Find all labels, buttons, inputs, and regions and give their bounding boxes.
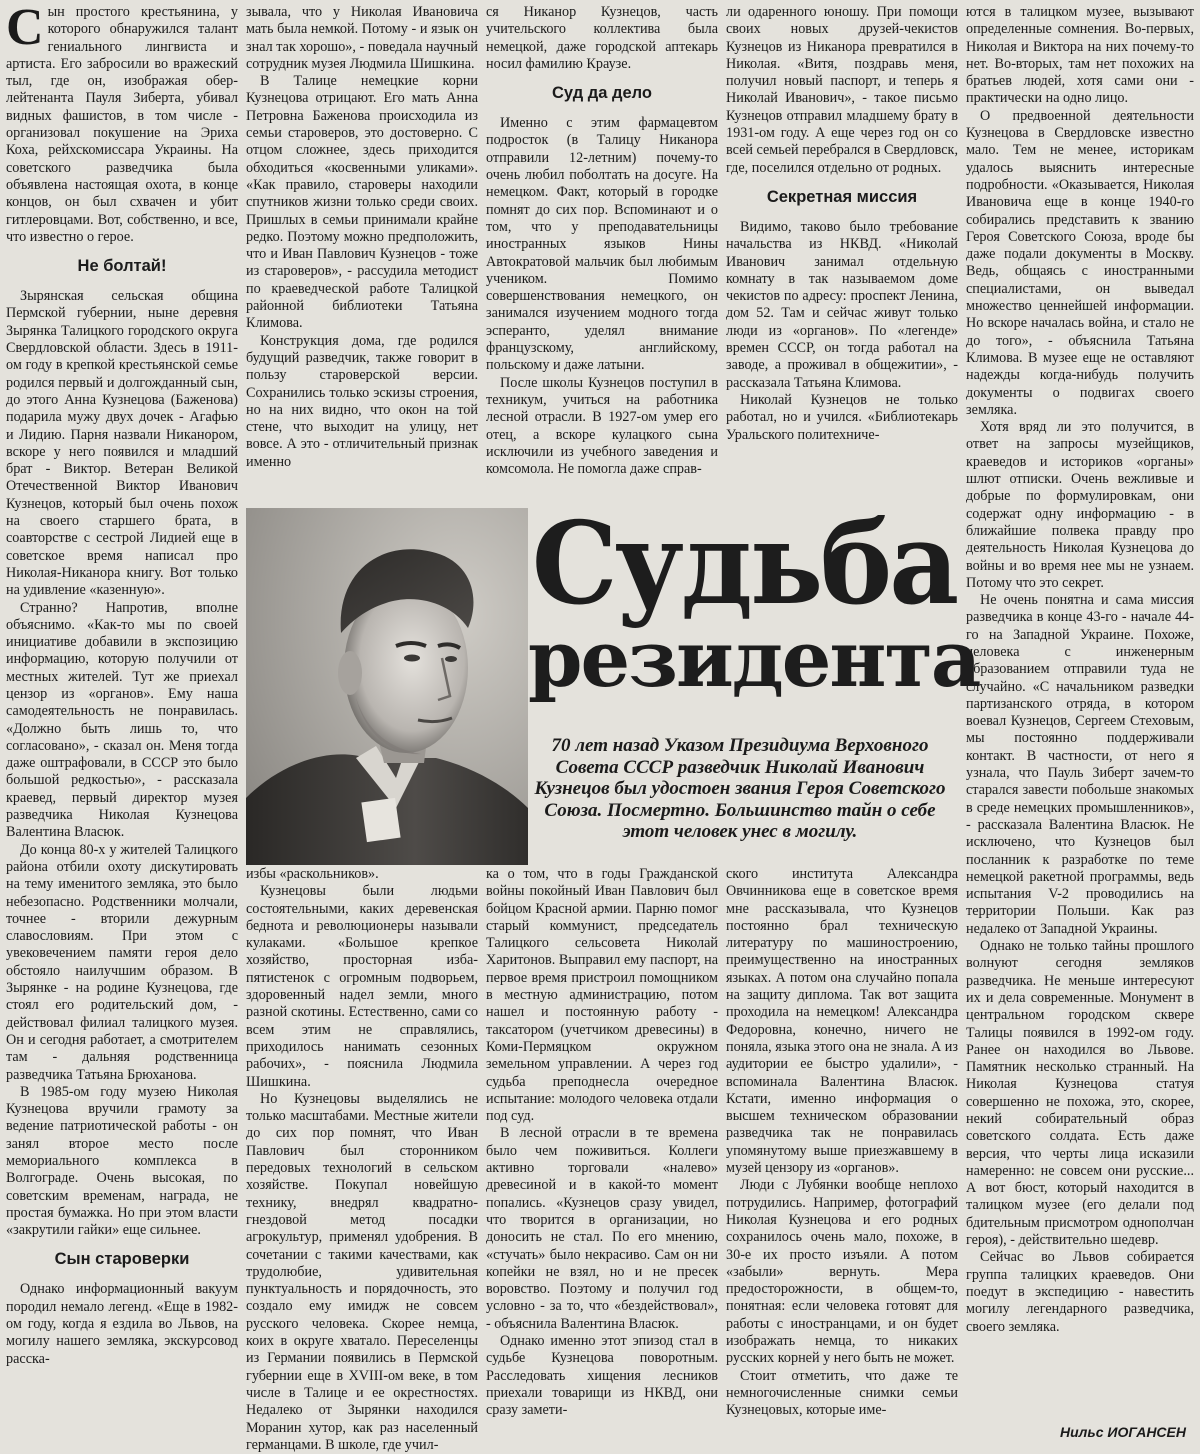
portrait-photo <box>246 508 528 865</box>
paragraph: В Талице немецкие корни Кузнецова отрицают. Его мать Анна Петровна Баженова происходила из семьи староверов, это достоверно. С отцом сложнее, здесь приходится обходиться «косвенными уликами». «Как правило, староверы находили спутников жизни только среди своих. Пришлых в семьи принимали крайне редко. Поэтому можно предположить, что и Иван Павлович Кузнецов - тоже из староверов», - рассудила методист по краеведческой работе Талицкой районной библиотеки Татьяна Климова. <box>246 73 478 332</box>
paragraph: О предвоенной деятельности Кузнецова в Свердловске известно мало. Тем не менее, историкам удалось выяснить интересные подробности. «Оказывается, Николая Ивановича еще в конце 1940-го собирались представить к званию Героя Советского Союза, вроде бы даже подали документы в Москву. Ведь, общаясь с иностранными специалистами, он выведал множество ценнейшей информации. Но вскоре началась война, и стало не до того», - объяснила Татьяна Климова. В музее еще не оставляют надежды когда-нибудь получить документы о подвигах своего земляка. <box>966 107 1194 418</box>
paragraph: Именно с этим фармацевтом подросток (в Талицу Никанора отправили 12-летним) почему-то очень любил поболтать на досуге. На немецком. Факт, который в городке помнят до сих пор. Вспоминают и о том, что у преподавательницы иностранных языков Нины Автократовой мальчик был любимым учеником. Помимо совершенствования немецкого, он занимался изучением модного тогда эсперанто, уделял внимание французскому, английскому, польскому и даже латыни. <box>486 115 718 374</box>
paragraph: избы «раскольников». <box>246 866 379 882</box>
drop-cap: С <box>6 0 44 56</box>
paragraph: Однако не только тайны прошлого волнуют сегодня земляков разведчика. Не меньше интересуют их и дела современные. Монумент в центральном городском сквере Талицы появился в 1992-ом году. Ранее он находился во Львове. Памятник несколько странный. На Николая Кузнецова статуя совершенно не похожа, это, скорее, некий собирательный образ советского солдата. Есть даже версия, что черты лица исказили намеренно: не совсем они русские... А вот бюст, который находится в талицком музее (его делали под бдительным присмотром однополчан героя), - действительно шедевр. <box>966 938 1194 1249</box>
paragraph: ка о том, что в годы Гражданской войны покойный Иван Павлович был бойцом Красной армии. Парню помог старый коммунист, председатель Талицкого сельсовета Николай Харитонов. Выправил ему паспорт, на первое время пристроил помощником в местную администрацию, потом нашел и постоянную работу - таксатором (учетчиком древесины) в Коми-Пермяцком окружном земельном управлении. А через год судьба преподнесла очередное испытание: молодого человека отдали под суд. <box>486 866 718 1125</box>
paragraph: ли одаренного юношу. При помощи своих новых друзей-чекистов Кузнецов из Никанора превратился в Николая. «Витя, поздравь меня, получил новый паспорт, и теперь я Николай Иванович», - такое письмо Кузнецов отправил младшему брату в 1931-ом году. А еще через год он со всей семьей перебрался в Свердловск, где, поселился отдельно от родных. <box>726 4 958 176</box>
article-column-2-top <box>246 4 478 504</box>
paragraph: Сейчас во Львов собирается группа талицких краеведов. Они поедут в экспедицию - навестить могилу легендарного разведчика, своего земляка. <box>966 1249 1194 1335</box>
paragraph: Стоит отметить, что даже те немногочисленные снимки семьи Кузнецовых, которые име- <box>726 1367 958 1419</box>
subheading-sud-da-delo: Суд да дело <box>552 84 652 103</box>
author-byline: Нильс ИОГАНСЕН <box>1060 1424 1186 1440</box>
headline-line-2: резидента <box>528 614 980 705</box>
paragraph: Не очень понятна и сама миссия разведчика в конце 43-го - начале 44-го на Западной Украине. Похоже, человека с инженерным образованием отправили туда не случайно. «С начальником разведки партизанского отряда, в котором воевал Кузнецов, Сергеем Стеховым, мы постоянно поддерживали контакт. В частности, от него я узнала, что Пауль Зиберт зачем-то старался завести побольше знакомых в среде немецких промышленников», - рассказала Валентина Власюк. Не исключено, что Кузнецов был посланник к разработке по теме немецкой ракетной программы, ведь испытания V-2 проводились на территории Польши. Как раз недалеко от Западной Украины. <box>966 592 1194 937</box>
paragraph: Кузнецовы были людьми состоятельными, каких деревенская беднота и революционеры называли кулаками. «Большое крепкое хозяйство, просторная изба-пятистенок с огромным подворьем, здоровенный надел земли, много разной скотины. Естественно, сами со всем этим не справлялись, приходилось нанимать сезонных рабочих», - пояснила Людмила Шишкина. <box>246 883 478 1090</box>
paragraph: После школы Кузнецов поступил в техникум, учиться на работника лесной отрасли. В 1927-ом умер его отец, а вскоре кулацкого сына исключили из учебного заведения и комсомола. Не помогла даже справ- <box>486 374 718 478</box>
paragraph: Странно? Напротив, вполне объяснимо. «Как-то мы по своей инициативе добавили в экспозицию информацию, которую получили от местных жителей. Тут же приехал цензор из «органов». Ему наша самодеятельность не понравилась. «Должно быть лишь то, что согласовано», - сказал он. Меня тогда даже оштрафовали, в СССР это было большой редкостью», - рассказала краевед, первый директор музея разведчика Николая Кузнецова Валентина Власюк. <box>6 599 238 841</box>
paragraph: ского института Александра Овчинникова еще в советское время мне рассказывала, что Кузнецов постоянно брал техническую литературу по машиностроению, преимущественно на иностранных языках. А потом она случайно попала на защиту диплома. Так вот защита проходила на немецком! Александра Федоровна, конечно, ничего не поняла, языка этого она не знала. А из аудитории ее быстро удалили», - вспоминала Валентина Власюк. Кстати, именно информация о высшем техническом образовании разведчика так не понравилась упомянутому выше приезжавшему в музей цензору из «органов». <box>726 866 958 1177</box>
paragraph: Хотя вряд ли это получится, в ответ на запросы музейщиков, краеведов и историков «органы» шлют отписки. Очень вежливые и добрые по формулировкам, они содержат одну информацию - в ближайшие полвека правду про деятельность Николая Кузнецова до войны и во время нее мы не узнаем. Потому что это секрет. <box>966 419 1194 591</box>
paragraph: зывала, что у Николая Ивановича мать была немкой. Потому - и язык он знал так хорошо», - поведала научный сотрудник музея Людмила Шишкина. <box>246 4 478 72</box>
subheading-syn-staroverki: Сын староверки <box>54 1250 190 1269</box>
article-column-2-bottom <box>246 866 478 1453</box>
paragraph: Зырянская сельская община Пермской губернии, ныне деревня Зырянка Талицкого городского округа Свердловской области. Здесь в 1911-ом году в крепкой крестьянской семье родился первый и долгожданный сын, до этого Анна Кузнецова (Баженова) подарила мужу двух дочек - Агафью и Лидию. Парня назвали Никанором, вскоре у него появился и младший брат - Виктор. Ветеран Великой Отечественной Виктор Иванович Кузнецов, который был очень похож на своего старшего брата, в соавторстве с сестрой Лидией еще в советское время написал про Николая-Никанора книгу. Вот только на удивление «казенную». <box>6 288 238 599</box>
subheading-ne-boltai: Не болтай! <box>77 257 167 276</box>
article-column-5 <box>966 4 1194 1422</box>
paragraph: Однако информационный вакуум породил немало легенд. «Еще в 1982-ом году, когда я ездила во Львов, на могилу нашего земляка, экскурсовод расска- <box>6 1281 238 1367</box>
headline-line-1: Судьба <box>531 497 957 631</box>
article-headline <box>528 497 980 720</box>
paragraph: До конца 80-х у жителей Талицкого района отбили охоту дискутировать на тему именитого земляка, это было небезопасно. Родственники молчали, точнее - вторили дежурным славословиям. При этом с увековечением памяти героя дело обстояло наилучшим образом. В Зырянке - на родине Кузнецова, где стоял его родительский дом, - действовал филиал талицкого музея. Он и сегодня работает, а смотрителем там - дальняя родственница разведчика Татьяна Брюханова. <box>6 841 238 1083</box>
article-column-4-top <box>726 4 958 504</box>
article-column-4-bottom <box>726 866 958 1444</box>
paragraph: Но Кузнецовы выделялись не только масштабами. Местные жители до сих пор помнят, что Иван Павлович был сторонником передовых технологий в сельском хозяйстве. Покупал новейшую технику, внедрял квадратно-гнездовой метод посадки агрокультур, применял удобрения. В сочетании с такими качествами, как трудолюбие, удивительная пунктуальность и порядочность, это создало ему имидж не совсем русского человека. Скорее немца, коих в округе хватало. Переселенцы из Германии появились в Пермской губернии еще в XVIII-ом веке, в том числе в Талице и ее окрестностях. Недалеко от Зырянки находился Моранин хутор, как раз населенный германцами. В школе, где учил- <box>246 1090 478 1453</box>
article-lead: 70 лет назад Указом Президиума Верховного Совета СССР разведчик Николай Иванович Кузнецов был удостоен звания Героя Советского Союза. Посмертно. Большинство тайн о себе этот человек унес в могилу. <box>534 735 946 842</box>
article-column-3-top <box>486 4 718 504</box>
paragraph: ын простого крестьянина, у которого обнаружился талант гениального лингвиста и артиста. Его забросили во вражеский тыл, где он, изображая обер-лейтенанта Пауля Зиберта, убивал видных фашистов, в том числе - организовал покушение на Эриха Коха, рейхскомиссара Украины. На советского разведчика была объявлена настоящая охота, в конце концов, он был схвачен и убит гитлеровцами. Вот, собственно, и все, что известно о герое. <box>6 4 238 245</box>
article-column-1 <box>6 0 238 1444</box>
paragraph: В лесной отрасли в те времена было чем поживиться. Коллеги активно торговали «налево» древесиной и в какой-то момент попались. «Кузнецов сразу увидел, что творится в организации, но доносить не стал. По его мнению, «стучать» было некрасиво. Сам он ни копейки не взял, но и не пресек воровство. Поэтому и получил год условно - за то, что «бездействовал», - объяснила Валентина Власюк. <box>486 1125 718 1332</box>
article-column-3-bottom <box>486 866 718 1444</box>
paragraph: В 1985-ом году музею Николая Кузнецова вручили грамоту за ведение патриотической работы - он занял второе место после мемориального комплекса в Волгограде. Очень высокая, по советским временам, награда, не простая бумажка. Но при этом власти «закрутили гайки» еще сильнее. <box>6 1083 238 1239</box>
paragraph: ся Никанор Кузнецов, часть учительского коллектива была немецкой, даже городской аптекарь носил фамилию Краузе. <box>486 4 718 72</box>
paragraph: Люди с Лубянки вообще неплохо потрудились. Например, фотографий Николая Кузнецова и его родных сохранилось очень мало, похоже, в 30-е их просто изъяли. А потом «забыли» вернуть. Мера предосторожности, в общем-то, понятная: если человека готовят для работы с иностранцами, и он будет изображать немца, то никаких русских корней у него быть не может. <box>726 1177 958 1367</box>
paragraph: Видимо, таково было требование начальства из НКВД. «Николай Иванович занимал отдельную комнату в так называемом доме чекистов по адресу: проспект Ленина, дом 52. Там и сейчас живут только люди из «органов». По «легенде» времен СССР, он тогда работал на заводе, а проживал в общежитии», - рассказала Татьяна Климова. <box>726 218 958 391</box>
paragraph: ются в талицком музее, вызывают определенные сомнения. Во-первых, Николая и Виктора на них почему-то нет. Во-вторых, там нет похожих на братьев людей, хотя сами они - практически на одно лицо. <box>966 4 1194 107</box>
paragraph: Однако именно этот эпизод стал в судьбе Кузнецова поворотным. Расследовать хищения лесников приехали товарищи из НКВД, они сразу замети- <box>486 1333 718 1419</box>
paragraph: Конструкция дома, где родился будущий разведчик, также говорит в пользу староверской версии. Сохранились только эскизы строения, но на них видно, что окон на той стене, что выходит на улицу, нет вовсе. А это - отличительный признак именно <box>246 332 478 470</box>
portrait-image <box>246 508 528 865</box>
paragraph: Николай Кузнецов не только работал, но и учился. «Библиотекарь Уральского политехниче- <box>726 391 958 443</box>
subheading-sekretnaya-missiya: Секретная миссия <box>766 187 918 206</box>
